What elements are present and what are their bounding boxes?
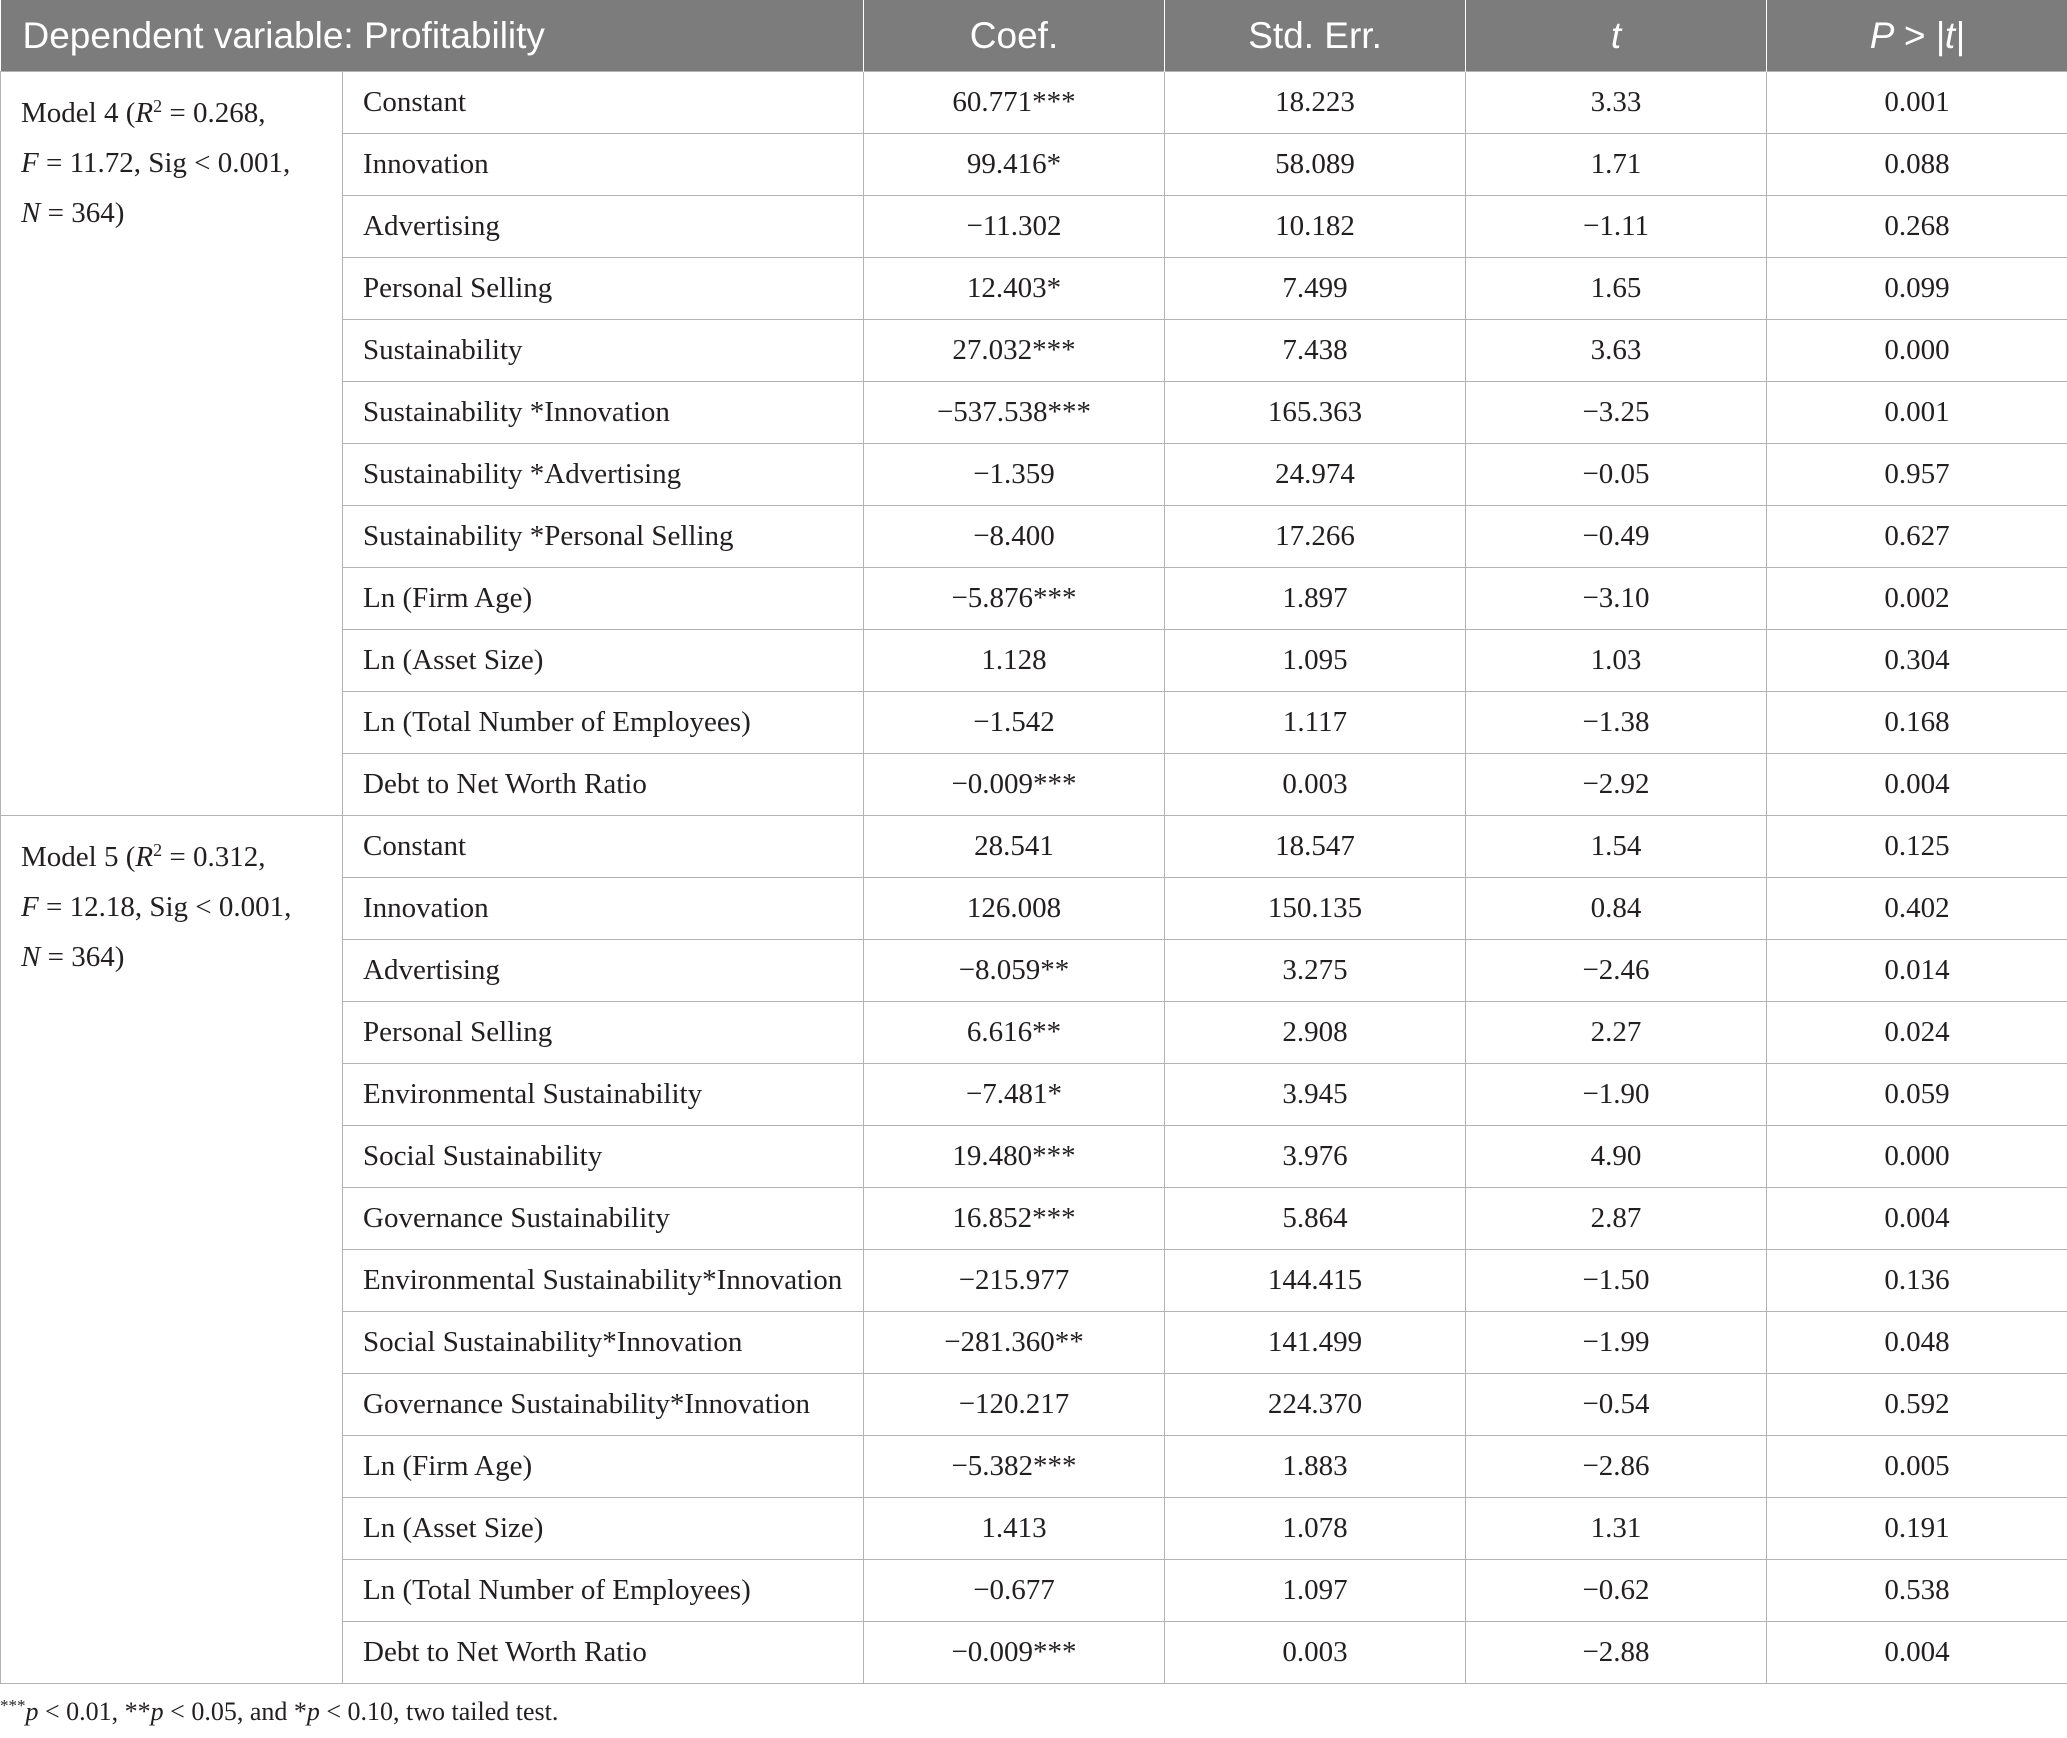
coef-cell: −215.977 xyxy=(864,1250,1165,1312)
header-p xyxy=(1767,0,2067,72)
t-cell: −2.46 xyxy=(1466,940,1767,1002)
p-cell: 0.004 xyxy=(1767,1622,2067,1684)
coef-cell: 6.616** xyxy=(864,1002,1165,1064)
variable-cell: Ln (Asset Size) xyxy=(343,630,864,692)
coef-cell: 126.008 xyxy=(864,878,1165,940)
p-cell: 0.627 xyxy=(1767,506,2067,568)
model-r-symbol: R xyxy=(135,841,154,873)
model-r-value: = 0.268, xyxy=(162,97,266,129)
t-cell: −1.99 xyxy=(1466,1312,1767,1374)
coef-cell: 19.480*** xyxy=(864,1126,1165,1188)
header-p-label: P > |t| xyxy=(1869,14,1965,56)
variable-cell: Ln (Firm Age) xyxy=(343,568,864,630)
p-cell: 0.191 xyxy=(1767,1498,2067,1560)
footnote-p-3: p xyxy=(306,1697,320,1726)
coef-cell: −0.009*** xyxy=(864,1622,1165,1684)
t-cell: −1.38 xyxy=(1466,692,1767,754)
t-cell: −2.86 xyxy=(1466,1436,1767,1498)
variable-cell: Ln (Asset Size) xyxy=(343,1498,864,1560)
std-err-cell: 58.089 xyxy=(1165,134,1466,196)
header-row xyxy=(1,0,2067,72)
variable-cell: Constant xyxy=(343,816,864,878)
variable-cell: Governance Sustainability*Innovation xyxy=(343,1374,864,1436)
coef-cell: 27.032*** xyxy=(864,320,1165,382)
footnote-text-2: < 0.05, and * xyxy=(163,1697,307,1726)
std-err-cell: 224.370 xyxy=(1165,1374,1466,1436)
p-cell: 0.001 xyxy=(1767,382,2067,444)
p-cell: 0.125 xyxy=(1767,816,2067,878)
p-cell: 0.957 xyxy=(1767,444,2067,506)
p-cell: 0.000 xyxy=(1767,320,2067,382)
header-coef: Coef. xyxy=(864,0,1165,72)
std-err-cell: 0.003 xyxy=(1165,754,1466,816)
std-err-cell: 1.117 xyxy=(1165,692,1466,754)
coef-cell: −281.360** xyxy=(864,1312,1165,1374)
coef-cell: −1.542 xyxy=(864,692,1165,754)
model-n-value: = 364) xyxy=(40,941,125,973)
variable-cell: Ln (Total Number of Employees) xyxy=(343,692,864,754)
std-err-cell: 18.223 xyxy=(1165,72,1466,134)
p-cell: 0.088 xyxy=(1767,134,2067,196)
std-err-cell: 18.547 xyxy=(1165,816,1466,878)
p-cell: 0.001 xyxy=(1767,72,2067,134)
std-err-cell: 0.003 xyxy=(1165,1622,1466,1684)
p-cell: 0.268 xyxy=(1767,196,2067,258)
t-cell: 1.31 xyxy=(1466,1498,1767,1560)
variable-cell: Advertising xyxy=(343,196,864,258)
std-err-cell: 7.499 xyxy=(1165,258,1466,320)
header-t-label: t xyxy=(1610,14,1622,56)
footnote-stars-1: *** xyxy=(0,1696,26,1715)
model-n-symbol: N xyxy=(21,197,41,229)
variable-cell: Personal Selling xyxy=(343,258,864,320)
p-cell: 0.402 xyxy=(1767,878,2067,940)
model-f-value: = 12.18, Sig < 0.001, xyxy=(38,891,292,923)
header-dependent-variable: Dependent variable: Profitability xyxy=(1,0,864,72)
coef-cell: −0.677 xyxy=(864,1560,1165,1622)
t-cell: −1.11 xyxy=(1466,196,1767,258)
model-label-cell xyxy=(1,816,343,1684)
footnote-text-1: < 0.01, ** xyxy=(38,1697,151,1726)
model-label-prefix: Model 5 ( xyxy=(21,841,136,873)
model-r-exponent: 2 xyxy=(153,840,163,860)
t-cell: −0.54 xyxy=(1466,1374,1767,1436)
t-cell: 1.71 xyxy=(1466,134,1767,196)
t-cell: 1.03 xyxy=(1466,630,1767,692)
std-err-cell: 165.363 xyxy=(1165,382,1466,444)
footnote-text-3: < 0.10, two tailed test. xyxy=(319,1697,559,1726)
model-r-exponent: 2 xyxy=(153,96,163,116)
t-cell: −3.25 xyxy=(1466,382,1767,444)
variable-cell: Sustainability *Advertising xyxy=(343,444,864,506)
t-cell: −1.90 xyxy=(1466,1064,1767,1126)
std-err-cell: 3.945 xyxy=(1165,1064,1466,1126)
std-err-cell: 141.499 xyxy=(1165,1312,1466,1374)
t-cell: −0.62 xyxy=(1466,1560,1767,1622)
model-label-cell xyxy=(1,72,343,816)
variable-cell: Sustainability xyxy=(343,320,864,382)
coef-cell: −5.382*** xyxy=(864,1436,1165,1498)
std-err-cell: 1.078 xyxy=(1165,1498,1466,1560)
std-err-cell: 2.908 xyxy=(1165,1002,1466,1064)
variable-cell: Social Sustainability*Innovation xyxy=(343,1312,864,1374)
variable-cell: Ln (Firm Age) xyxy=(343,1436,864,1498)
t-cell: 1.65 xyxy=(1466,258,1767,320)
p-cell: 0.000 xyxy=(1767,1126,2067,1188)
coef-cell: 28.541 xyxy=(864,816,1165,878)
coef-cell: −0.009*** xyxy=(864,754,1165,816)
t-cell: 2.87 xyxy=(1466,1188,1767,1250)
p-cell: 0.099 xyxy=(1767,258,2067,320)
t-cell: 0.84 xyxy=(1466,878,1767,940)
model-label-prefix: Model 4 ( xyxy=(21,97,136,129)
coef-cell: 1.128 xyxy=(864,630,1165,692)
variable-cell: Ln (Total Number of Employees) xyxy=(343,1560,864,1622)
t-cell: −0.05 xyxy=(1466,444,1767,506)
p-cell: 0.304 xyxy=(1767,630,2067,692)
coef-cell: −537.538*** xyxy=(864,382,1165,444)
coef-cell: 1.413 xyxy=(864,1498,1165,1560)
model-r-symbol: R xyxy=(135,97,154,129)
coef-cell: −120.217 xyxy=(864,1374,1165,1436)
std-err-cell: 7.438 xyxy=(1165,320,1466,382)
coef-cell: −5.876*** xyxy=(864,568,1165,630)
coef-cell: −8.400 xyxy=(864,506,1165,568)
variable-cell: Sustainability *Innovation xyxy=(343,382,864,444)
t-cell: 4.90 xyxy=(1466,1126,1767,1188)
std-err-cell: 1.883 xyxy=(1165,1436,1466,1498)
variable-cell: Social Sustainability xyxy=(343,1126,864,1188)
std-err-cell: 24.974 xyxy=(1165,444,1466,506)
p-cell: 0.005 xyxy=(1767,1436,2067,1498)
model-r-value: = 0.312, xyxy=(162,841,266,873)
table-footnote xyxy=(0,1697,558,1727)
coef-cell: −1.359 xyxy=(864,444,1165,506)
variable-cell: Environmental Sustainability xyxy=(343,1064,864,1126)
variable-cell: Personal Selling xyxy=(343,1002,864,1064)
coef-cell: 99.416* xyxy=(864,134,1165,196)
p-cell: 0.059 xyxy=(1767,1064,2067,1126)
variable-cell: Constant xyxy=(343,72,864,134)
variable-cell: Sustainability *Personal Selling xyxy=(343,506,864,568)
t-cell: 3.63 xyxy=(1466,320,1767,382)
model-n-value: = 364) xyxy=(40,197,125,229)
model-f-symbol: F xyxy=(21,891,39,923)
coef-cell: 12.403* xyxy=(864,258,1165,320)
p-cell: 0.002 xyxy=(1767,568,2067,630)
variable-cell: Debt to Net Worth Ratio xyxy=(343,1622,864,1684)
coef-cell: 16.852*** xyxy=(864,1188,1165,1250)
t-cell: 2.27 xyxy=(1466,1002,1767,1064)
std-err-cell: 150.135 xyxy=(1165,878,1466,940)
coef-cell: −7.481* xyxy=(864,1064,1165,1126)
coef-cell: −8.059** xyxy=(864,940,1165,1002)
std-err-cell: 144.415 xyxy=(1165,1250,1466,1312)
variable-cell: Advertising xyxy=(343,940,864,1002)
variable-cell: Governance Sustainability xyxy=(343,1188,864,1250)
std-err-cell: 3.275 xyxy=(1165,940,1466,1002)
footnote-p-1: p xyxy=(25,1697,39,1726)
variable-cell: Innovation xyxy=(343,134,864,196)
table-body xyxy=(1,72,2067,1684)
std-err-cell: 5.864 xyxy=(1165,1188,1466,1250)
p-cell: 0.024 xyxy=(1767,1002,2067,1064)
table-row xyxy=(1,72,2067,134)
header-std-err: Std. Err. xyxy=(1165,0,1466,72)
footnote-p-2: p xyxy=(150,1697,164,1726)
p-cell: 0.168 xyxy=(1767,692,2067,754)
std-err-cell: 3.976 xyxy=(1165,1126,1466,1188)
std-err-cell: 1.897 xyxy=(1165,568,1466,630)
coef-cell: −11.302 xyxy=(864,196,1165,258)
variable-cell: Environmental Sustainability*Innovation xyxy=(343,1250,864,1312)
t-cell: −0.49 xyxy=(1466,506,1767,568)
table-row xyxy=(1,816,2067,878)
model-f-symbol: F xyxy=(21,147,39,179)
variable-cell: Debt to Net Worth Ratio xyxy=(343,754,864,816)
p-cell: 0.592 xyxy=(1767,1374,2067,1436)
t-cell: −3.10 xyxy=(1466,568,1767,630)
t-cell: −2.88 xyxy=(1466,1622,1767,1684)
header-t xyxy=(1466,0,1767,72)
std-err-cell: 10.182 xyxy=(1165,196,1466,258)
model-n-symbol: N xyxy=(21,941,41,973)
model-f-value: = 11.72, Sig < 0.001, xyxy=(38,147,291,179)
p-cell: 0.538 xyxy=(1767,1560,2067,1622)
p-cell: 0.004 xyxy=(1767,754,2067,816)
p-cell: 0.048 xyxy=(1767,1312,2067,1374)
t-cell: 1.54 xyxy=(1466,816,1767,878)
t-cell: −1.50 xyxy=(1466,1250,1767,1312)
p-cell: 0.014 xyxy=(1767,940,2067,1002)
std-err-cell: 1.097 xyxy=(1165,1560,1466,1622)
std-err-cell: 17.266 xyxy=(1165,506,1466,568)
std-err-cell: 1.095 xyxy=(1165,630,1466,692)
coef-cell: 60.771*** xyxy=(864,72,1165,134)
p-cell: 0.004 xyxy=(1767,1188,2067,1250)
t-cell: −2.92 xyxy=(1466,754,1767,816)
table-header xyxy=(1,0,2067,72)
variable-cell: Innovation xyxy=(343,878,864,940)
t-cell: 3.33 xyxy=(1466,72,1767,134)
p-cell: 0.136 xyxy=(1767,1250,2067,1312)
